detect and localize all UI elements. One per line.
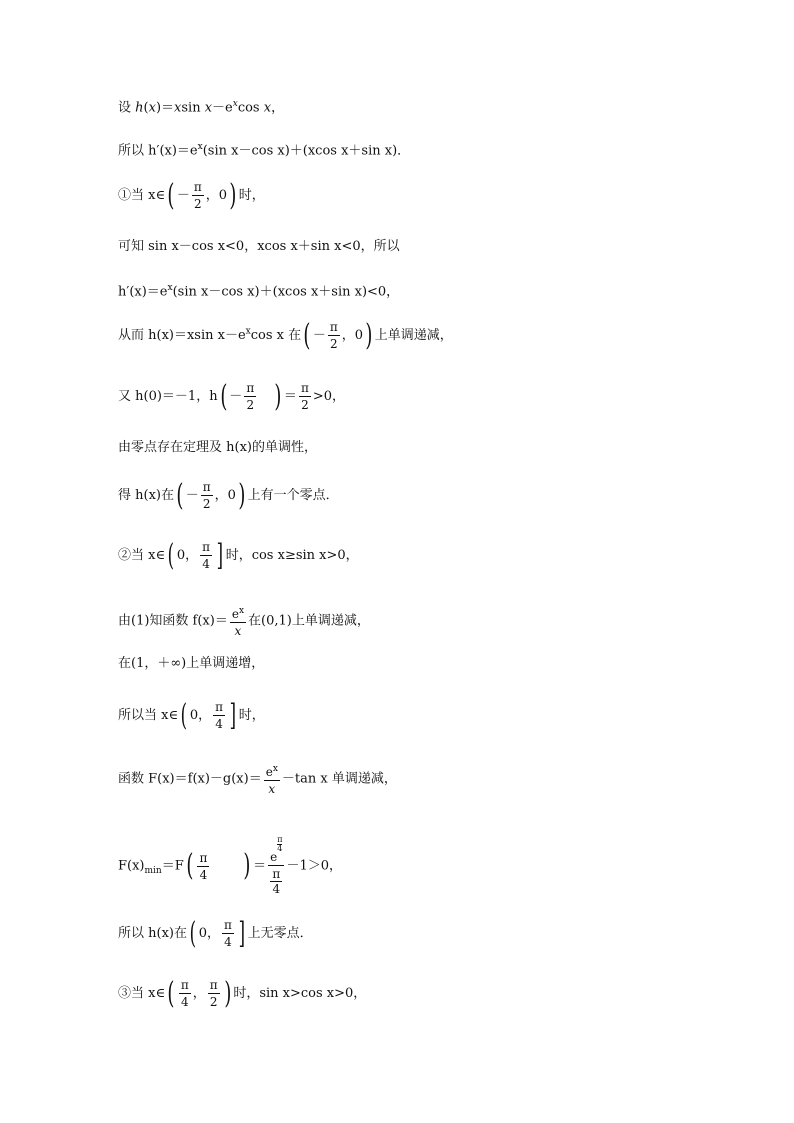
text: )＝ — [155, 100, 175, 116]
right-bracket: ] — [238, 915, 245, 951]
text: (sin x－cos x)＋(xcos x＋sin x)<0， — [172, 284, 400, 300]
text: x — [263, 100, 272, 116]
denominator: 2 — [246, 398, 255, 412]
fraction — [264, 762, 280, 796]
text: ， — [271, 100, 285, 116]
fraction — [299, 381, 311, 412]
denominator: 2 — [202, 497, 211, 511]
right-paren: ) — [365, 317, 373, 353]
text: π — [270, 867, 282, 882]
text: 由(1)知函数 f(x)＝ — [118, 613, 228, 629]
denominator: 4 — [202, 557, 210, 571]
text: 函数 F(x)＝f(x)－g(x)＝ — [118, 771, 262, 787]
text: ＝ — [253, 858, 267, 874]
text: 0， — [189, 708, 212, 723]
text: 时， — [238, 708, 265, 723]
right-bracket: ] — [229, 697, 237, 733]
fraction — [197, 851, 209, 882]
numerator: π — [277, 835, 283, 844]
text: 又 h(0)＝－1，h — [118, 389, 218, 404]
text: h — [135, 100, 144, 116]
text: －1＞0， — [286, 858, 343, 874]
text: － — [185, 488, 199, 503]
text: 上单调递减， — [374, 328, 453, 343]
text: cos — [237, 100, 264, 116]
numerator: π — [223, 918, 232, 932]
left-bracket: ( — [167, 537, 175, 573]
line-5 — [118, 280, 399, 300]
superscript-fraction — [277, 836, 282, 853]
text: 上有一个零点． — [247, 488, 339, 503]
numerator: π — [215, 700, 223, 714]
numerator: π — [202, 480, 211, 494]
text: －e — [212, 100, 233, 116]
superscript: x — [272, 764, 278, 774]
text: (sin x－cos x)＋(xcos x＋sin x)． — [202, 143, 411, 159]
text: ②当 x∈ — [118, 548, 166, 563]
denominator: 4 — [180, 995, 189, 1009]
text: ， — [192, 986, 206, 1001]
line-7 — [118, 378, 345, 414]
denominator: 4 — [199, 867, 208, 882]
text: 时，cos x≥sin x>0， — [225, 548, 359, 563]
subscript: min — [144, 866, 162, 877]
denominator: x — [234, 624, 242, 638]
line-11 — [118, 604, 370, 638]
superscript: x — [232, 99, 238, 109]
line-8 — [118, 440, 317, 456]
text: 0， — [176, 548, 199, 563]
left-paren: ( — [176, 477, 184, 513]
text: cos x 在 — [250, 328, 302, 343]
right-paren: ) — [238, 477, 246, 513]
text: ＝F — [161, 858, 184, 874]
text: e — [231, 607, 239, 621]
text: 上无零点． — [247, 926, 313, 941]
numerator — [230, 604, 246, 623]
big-fraction — [268, 836, 284, 896]
denominator: 2 — [330, 337, 338, 351]
text: 所以 h(x)在 — [118, 926, 187, 941]
text: ，0 — [205, 188, 227, 203]
text: 在(1，＋∞)上单调递增， — [118, 656, 265, 671]
denominator: 2 — [193, 197, 202, 211]
left-paren: ( — [186, 848, 194, 883]
denominator: 4 — [224, 935, 232, 949]
numerator: π — [329, 320, 338, 334]
fraction — [200, 540, 212, 571]
text: ＝ — [283, 389, 297, 404]
text: ，0 — [214, 488, 236, 503]
numerator — [264, 762, 280, 781]
denominator: 2 — [301, 398, 309, 412]
line-6 — [118, 317, 453, 353]
numerator: π — [199, 850, 208, 865]
left-bracket: ( — [180, 697, 188, 733]
fraction — [213, 700, 225, 731]
line-13 — [118, 697, 265, 733]
text: 从而 h(x)＝xsin x－e — [118, 328, 246, 343]
text: 在(0,1)上单调递减， — [248, 613, 370, 629]
line-16 — [118, 915, 313, 951]
line-14 — [118, 762, 397, 796]
numerator — [268, 836, 284, 866]
text: － — [229, 389, 243, 404]
denominator: 2 — [209, 995, 218, 1009]
right-paren: ) — [243, 848, 251, 883]
left-paren: ( — [167, 177, 175, 213]
fraction — [244, 381, 256, 412]
text: ③当 x∈ — [118, 986, 166, 1001]
line-1 — [118, 96, 284, 116]
right-paren: ) — [229, 177, 237, 213]
fraction — [201, 480, 213, 511]
line-10 — [118, 537, 359, 573]
text: x — [148, 100, 156, 116]
text: 设 — [118, 100, 136, 116]
text: － — [312, 328, 326, 343]
left-paren: ( — [219, 378, 227, 414]
denominator: x — [268, 782, 276, 796]
numerator: π — [193, 180, 202, 194]
left-paren: ( — [167, 975, 175, 1011]
text: 所以当 x∈ — [118, 708, 179, 723]
fraction — [230, 604, 246, 638]
text: 由零点存在定理及 h(x)的单调性， — [118, 440, 317, 455]
text: h′(x)＝e — [118, 284, 168, 300]
text: 4 — [272, 882, 281, 896]
text: 得 h(x)在 — [118, 488, 174, 503]
fraction — [328, 320, 340, 351]
text: ①当 x∈ — [118, 188, 166, 203]
superscript: x — [167, 283, 173, 293]
line-15 — [118, 836, 342, 896]
superscript: x — [238, 606, 245, 616]
text: 时， — [238, 188, 265, 203]
left-bracket: ( — [189, 915, 197, 951]
fraction — [222, 918, 234, 949]
numerator: π — [202, 540, 210, 554]
text: －tan x 单调递减， — [281, 771, 397, 787]
line-2 — [118, 139, 410, 159]
denominator: 4 — [215, 717, 223, 731]
text: x — [204, 100, 213, 116]
text: 0， — [198, 926, 220, 941]
numerator: π — [246, 381, 255, 395]
numerator: π — [209, 978, 218, 992]
text: 时，sin x>cos x>0， — [233, 986, 367, 1001]
line-9 — [118, 477, 339, 513]
line-4 — [118, 239, 400, 255]
denominator: 4 — [277, 844, 283, 853]
text: F(x) — [118, 858, 145, 874]
numerator: π — [300, 381, 309, 395]
superscript: x — [245, 326, 251, 337]
line-3 — [118, 177, 265, 213]
right-bracket: ] — [216, 537, 224, 573]
fraction — [179, 978, 191, 1009]
text: x — [174, 100, 182, 116]
text: ( — [143, 100, 149, 116]
text: ，0 — [341, 328, 364, 343]
fraction — [192, 180, 204, 211]
text: e — [265, 765, 273, 779]
right-paren: ) — [223, 975, 231, 1011]
numerator: π — [180, 978, 189, 992]
line-12 — [118, 656, 264, 672]
text: 所以 h′(x)＝e — [118, 143, 198, 159]
left-paren: ( — [303, 317, 311, 353]
superscript: x — [197, 142, 203, 152]
line-17 — [118, 975, 367, 1011]
right-paren: ) — [274, 378, 282, 414]
text: >0， — [312, 389, 345, 404]
denominator — [268, 866, 284, 896]
text: e — [270, 850, 278, 864]
text: sin — [181, 100, 205, 116]
text: － — [176, 188, 190, 203]
text: 可知 sin x－cos x<0，xcos x＋sin x<0，所以 — [118, 239, 400, 254]
fraction — [208, 978, 220, 1009]
